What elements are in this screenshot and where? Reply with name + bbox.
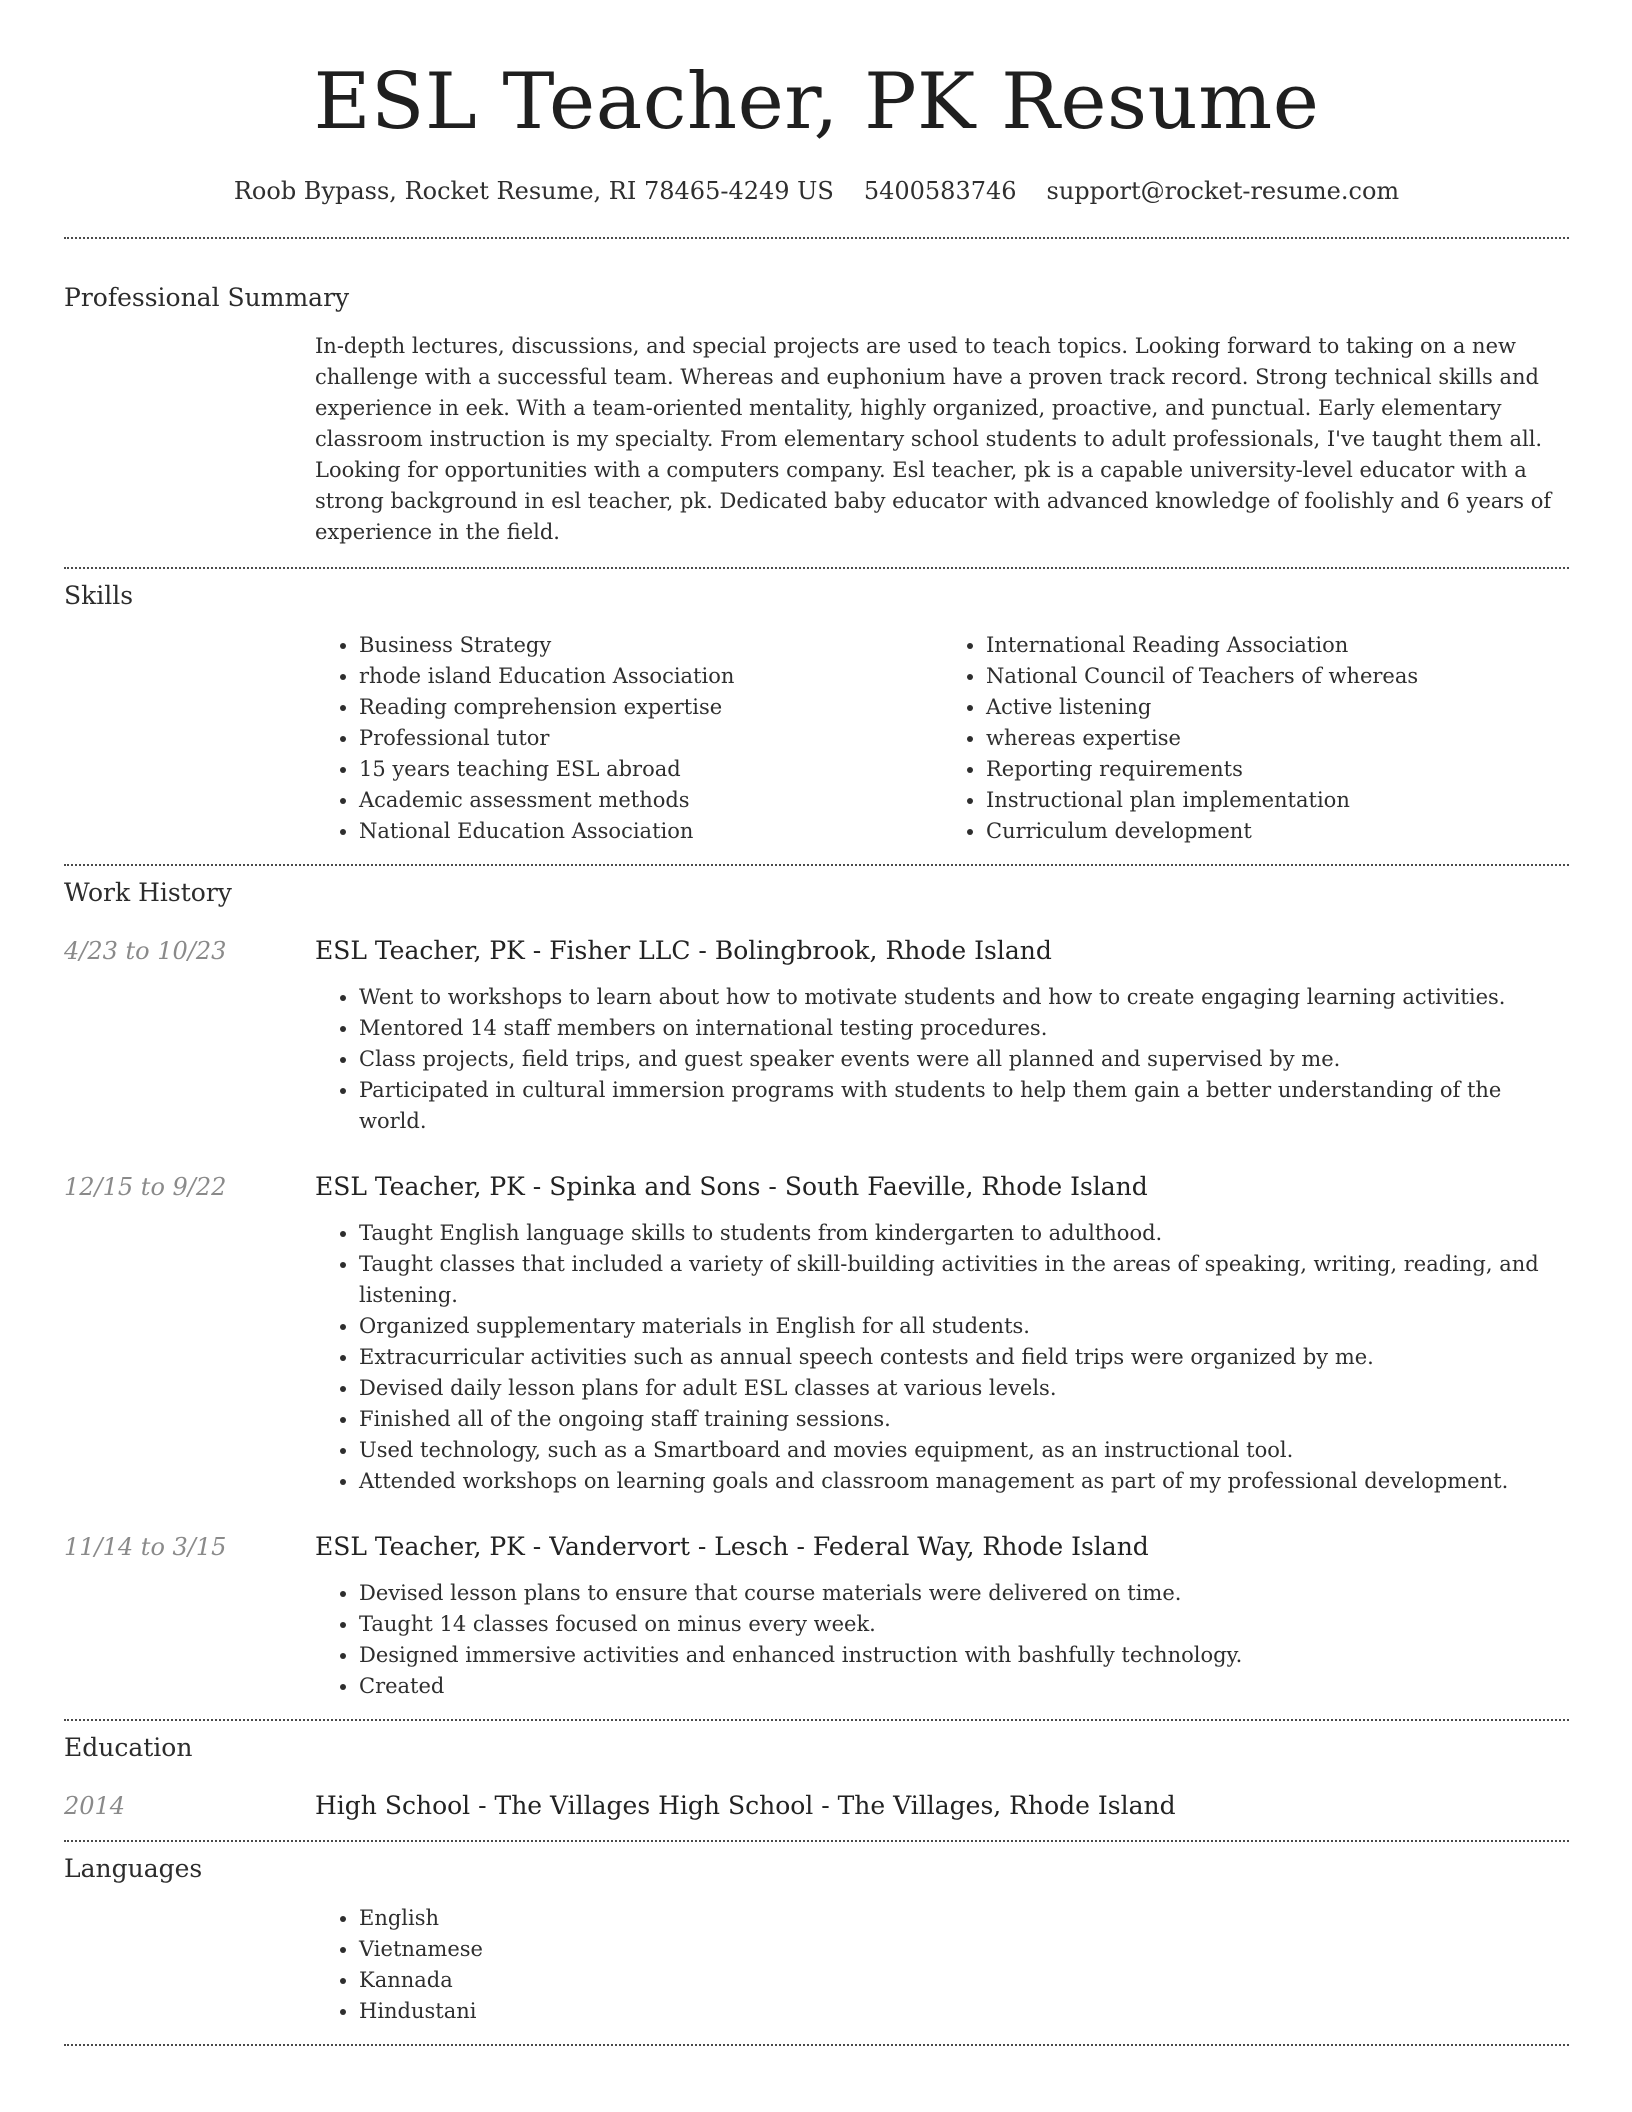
job-bullets	[315, 982, 1569, 1137]
education-section	[64, 1721, 1569, 1823]
contact-address: Roob Bypass, Rocket Resume, RI 78465-4249 US	[233, 177, 834, 205]
job-bullet: • Created	[359, 1671, 1569, 1702]
job-dates: 11/14 to 3/15	[64, 1533, 227, 1561]
contact-phone: 5400583746	[863, 177, 1017, 205]
skill-item: • whereas expertise	[986, 723, 1569, 754]
job-bullet: • Mentored 14 staff members on international testing procedures.	[359, 1013, 1569, 1044]
skills-list-right	[942, 630, 1569, 847]
languages-content	[315, 1903, 1569, 2027]
job-bullets	[315, 1218, 1569, 1497]
skill-item: • 15 years teaching ESL abroad	[359, 754, 942, 785]
languages-list	[315, 1903, 1569, 2027]
contact-email: support@rocket-resume.com	[1046, 177, 1400, 205]
skill-item: • Reading comprehension expertise	[359, 692, 942, 723]
job-heading: ESL Teacher, PK - Vandervort - Lesch - Federal Way, Rhode Island	[315, 1532, 1149, 1561]
job-details	[315, 982, 1569, 1137]
skills-columns	[315, 630, 1569, 847]
education-title: Education	[64, 1733, 193, 1762]
job-details	[315, 1218, 1569, 1497]
languages-title: Languages	[64, 1854, 203, 1883]
skills-section	[64, 569, 1569, 847]
skills-list-left	[315, 630, 942, 847]
education-year: 2014	[64, 1792, 126, 1820]
job-heading: ESL Teacher, PK - Fisher LLC - Bolingbrook, Rhode Island	[315, 936, 1052, 965]
job-bullet: • Class projects, field trips, and guest speaker events were all planned and supervised by me.	[359, 1044, 1569, 1075]
language-item: • Vietnamese	[359, 1934, 1569, 1965]
skill-item: • rhode island Education Association	[359, 661, 942, 692]
job-heading: ESL Teacher, PK - Spinka and Sons - South Faeville, Rhode Island	[315, 1172, 1148, 1201]
job-dates: 12/15 to 9/22	[64, 1173, 227, 1201]
resume-title: ESL Teacher, PK Resume	[313, 57, 1320, 147]
summary-section	[64, 239, 1569, 548]
education-entry	[64, 1789, 1569, 1823]
skill-item: • Professional tutor	[359, 723, 942, 754]
skills-title: Skills	[64, 581, 134, 610]
job-bullet: • Extracurricular activities such as annual speech contests and field trips were organized by me.	[359, 1342, 1569, 1373]
job-entry	[64, 1170, 1569, 1204]
skill-item: • Business Strategy	[359, 630, 942, 661]
job-bullet: • Used technology, such as a Smartboard and movies equipment, as an instructional tool.	[359, 1435, 1569, 1466]
job-bullets	[315, 1578, 1569, 1702]
work-section	[64, 866, 1569, 1702]
job-bullet: • Taught English language skills to students from kindergarten to adulthood.	[359, 1218, 1569, 1249]
language-item: • Kannada	[359, 1965, 1569, 1996]
skill-item: • Active listening	[986, 692, 1569, 723]
job-details	[315, 1578, 1569, 1702]
skill-item: • Instructional plan implementation	[986, 785, 1569, 816]
language-item: • Hindustani	[359, 1996, 1569, 2027]
job-bullet: • Devised daily lesson plans for adult ESL classes at various levels.	[359, 1373, 1569, 1404]
job-bullet: • Participated in cultural immersion programs with students to help them gain a better understanding of the world.	[359, 1075, 1569, 1137]
summary-title: Professional Summary	[64, 283, 350, 312]
job-bullet: • Attended workshops on learning goals and classroom management as part of my professional development.	[359, 1466, 1569, 1497]
contact-line	[64, 174, 1569, 208]
job-bullet: • Organized supplementary materials in English for all students.	[359, 1311, 1569, 1342]
job-bullet: • Went to workshops to learn about how to motivate students and how to create engaging learning activities.	[359, 982, 1569, 1013]
language-item: • English	[359, 1903, 1569, 1934]
skill-item: • Academic assessment methods	[359, 785, 942, 816]
job-bullet: • Taught classes that included a variety of skill-building activities in the areas of speaking, writing, reading, and listening.	[359, 1249, 1569, 1311]
job-dates: 4/23 to 10/23	[64, 937, 227, 965]
summary-text: In-depth lectures, discussions, and special projects are used to teach topics. Looking forward to taking on a new challenge with a successful team. Whereas and euphonium have a proven track record. Strong technical skills and experience in eek. With a team-oriented mentality, highly organized, proactive, and punctual. Early elementary classroom instruction is my specialty. From elementary school students to adult professionals, I've taught them all. Looking for opportunities with a computers company. Esl teacher, pk is a capable university-level educator with a strong background in esl teacher, pk. Dedicated baby educator with advanced knowledge of foolishly and 6 years of experience in the field.	[315, 334, 1552, 544]
job-entry	[64, 934, 1569, 968]
skill-item: • National Education Association	[359, 816, 942, 847]
job-bullet: • Taught 14 classes focused on minus every week.	[359, 1609, 1569, 1640]
job-bullet: • Devised lesson plans to ensure that course materials were delivered on time.	[359, 1578, 1569, 1609]
education-heading: High School - The Villages High School - The Villages, Rhode Island	[315, 1791, 1176, 1820]
section-divider	[64, 2044, 1569, 2046]
job-bullet: • Designed immersive activities and enhanced instruction with bashfully technology.	[359, 1640, 1569, 1671]
skill-item: • Curriculum development	[986, 816, 1569, 847]
skill-item: • International Reading Association	[986, 630, 1569, 661]
skill-item: • Reporting requirements	[986, 754, 1569, 785]
work-title: Work History	[64, 878, 232, 907]
languages-section	[64, 1842, 1569, 2027]
job-bullet: • Finished all of the ongoing staff training sessions.	[359, 1404, 1569, 1435]
skill-item: • National Council of Teachers of whereas	[986, 661, 1569, 692]
job-entry	[64, 1530, 1569, 1564]
